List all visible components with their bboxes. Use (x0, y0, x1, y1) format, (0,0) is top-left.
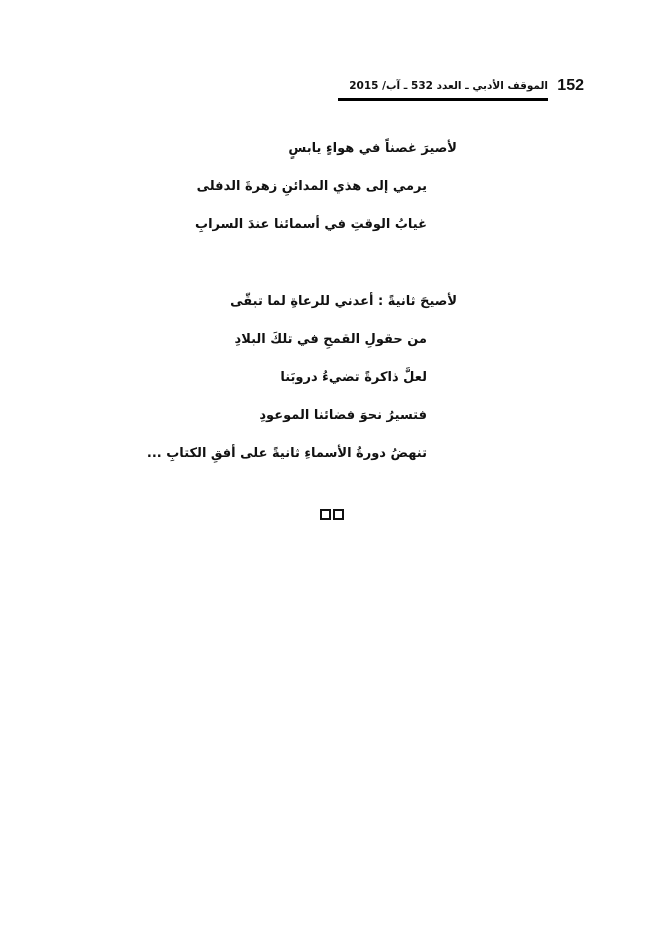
double-square-ornament-icon (320, 509, 344, 520)
poem-line: لعلَّ ذاكرةً تضيءُ دروبَنا (280, 370, 427, 385)
square-ornament-icon (320, 509, 331, 520)
poem-line: غيابُ الوقتِ في أسمائنا عندَ السرابِ (195, 217, 427, 232)
poem-line: تنهضُ دورةُ الأسماءِ ثانيةً على أفقِ الكتابِ ... (146, 446, 427, 461)
poem-line: يرمي إلى هذي المدائنِ زهرةَ الدفلى (196, 179, 427, 194)
poem-line: لأصيحَ ثانيةً : أعدني للرعاةِ لما تبقّى (230, 294, 457, 309)
page-number: 152 (557, 77, 584, 94)
poem-line: فتسيرُ نحوَ فضائنا الموعودِ (259, 408, 427, 423)
running-title: الموقف الأدبي ـ العدد 532 ـ آب/ 2015 (349, 80, 548, 92)
square-ornament-icon (333, 509, 344, 520)
poem-line: لأصيرَ غصناً في هواءٍ يابسٍ (288, 141, 457, 156)
poem-line: من حقولِ القمحِ في تلكَ البلادِ (234, 332, 427, 347)
